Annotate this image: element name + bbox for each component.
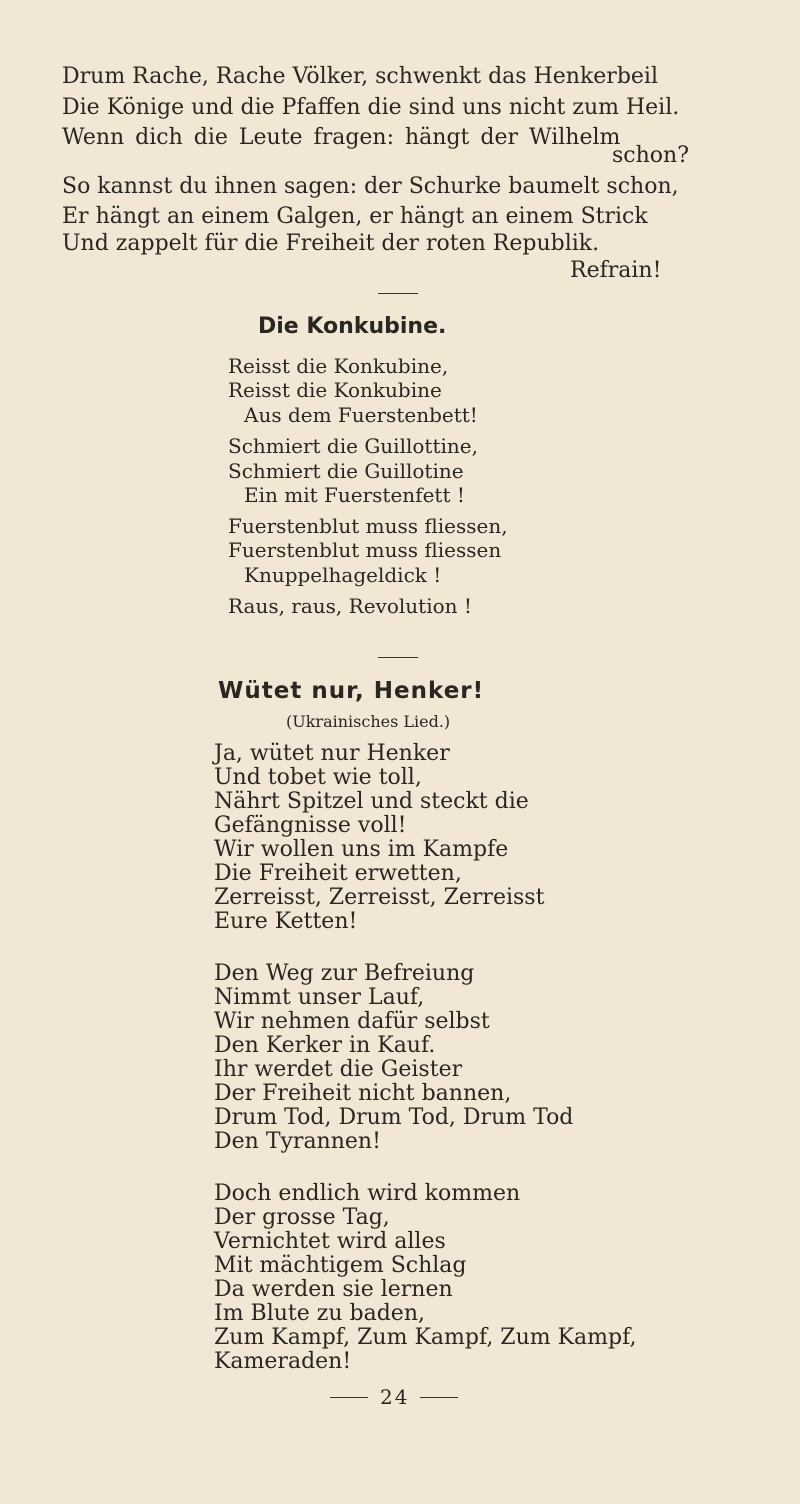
- poem-title: Die Konkubine.: [258, 314, 447, 339]
- verse-line: Reisst die Konkubine: [228, 378, 442, 402]
- verse-line: Den Kerker in Kauf.: [214, 1033, 436, 1058]
- verse-line: Mit mächtigem Schlag: [214, 1253, 467, 1278]
- verse-line: Den Weg zur Befreiung: [214, 961, 475, 986]
- verse-line: Und tobet wie toll,: [214, 765, 422, 790]
- verse-line: Ein mit Fuerstenfett !: [244, 483, 465, 507]
- verse-line: Kameraden!: [214, 1349, 352, 1374]
- verse-line: Nimmt unser Lauf,: [214, 985, 425, 1010]
- verse-line: Doch endlich wird kommen: [214, 1181, 521, 1206]
- verse-line: Ihr werdet die Geister: [214, 1057, 463, 1082]
- poem-title: Wütet nur, Henker!: [218, 678, 485, 704]
- verse-line: Der Freiheit nicht bannen,: [214, 1081, 512, 1106]
- verse-line: Und zappelt für die Freiheit der roten Republik.: [62, 231, 600, 256]
- verse-line: Raus, raus, Revolution !: [228, 594, 472, 618]
- verse-line: Aus dem Fuerstenbett!: [244, 403, 478, 427]
- page-number: 24: [380, 1385, 410, 1409]
- verse-line: Vernichtet wird alles: [214, 1229, 446, 1254]
- verse-line: Da werden sie lernen: [214, 1277, 453, 1302]
- page-number-dash-left: [330, 1397, 368, 1398]
- section-divider: [378, 657, 418, 658]
- verse-line: Gefängnisse voll!: [214, 813, 407, 838]
- verse-line: Ja, wütet nur Henker: [214, 741, 450, 766]
- verse-line: schon?: [612, 143, 689, 168]
- verse-line: Im Blute zu baden,: [214, 1301, 425, 1326]
- verse-line: Schmiert die Guillotine: [228, 459, 464, 483]
- verse-line: Wenn dich die Leute fragen: hängt der Wilhelm: [62, 125, 621, 150]
- verse-line: Zum Kampf, Zum Kampf, Zum Kampf,: [214, 1325, 637, 1350]
- verse-line: So kannst du ihnen sagen: der Schurke baumelt schon,: [62, 174, 679, 199]
- refrain-label: Refrain!: [570, 258, 662, 283]
- verse-line: Wir wollen uns im Kampfe: [214, 837, 509, 862]
- verse-line: Die Könige und die Pfaffen die sind uns nicht zum Heil.: [62, 95, 680, 120]
- section-divider: [378, 293, 418, 294]
- verse-line: Knuppelhageldick !: [244, 563, 442, 587]
- verse-line: Reisst die Konkubine,: [228, 354, 449, 378]
- verse-line: Der grosse Tag,: [214, 1205, 390, 1230]
- verse-line: Nährt Spitzel und steckt die: [214, 789, 529, 814]
- verse-line: Schmiert die Guillottine,: [228, 434, 478, 458]
- verse-line: Die Freiheit erwetten,: [214, 861, 462, 886]
- verse-line: Den Tyrannen!: [214, 1129, 381, 1154]
- poem-subtitle: (Ukrainisches Lied.): [286, 712, 451, 731]
- verse-line: Er hängt an einem Galgen, er hängt an einem Strick: [62, 204, 648, 229]
- verse-line: Fuerstenblut muss fliessen,: [228, 514, 508, 538]
- verse-line: Eure Ketten!: [214, 909, 358, 934]
- verse-line: Drum Rache, Rache Völker, schwenkt das Henkerbeil: [62, 64, 658, 89]
- verse-line: Drum Tod, Drum Tod, Drum Tod: [214, 1105, 574, 1130]
- verse-line: Wir nehmen dafür selbst: [214, 1009, 490, 1034]
- page-number-dash-right: [420, 1397, 458, 1398]
- verse-line: Fuerstenblut muss fliessen: [228, 538, 502, 562]
- verse-line: Zerreisst, Zerreisst, Zerreisst: [214, 885, 545, 910]
